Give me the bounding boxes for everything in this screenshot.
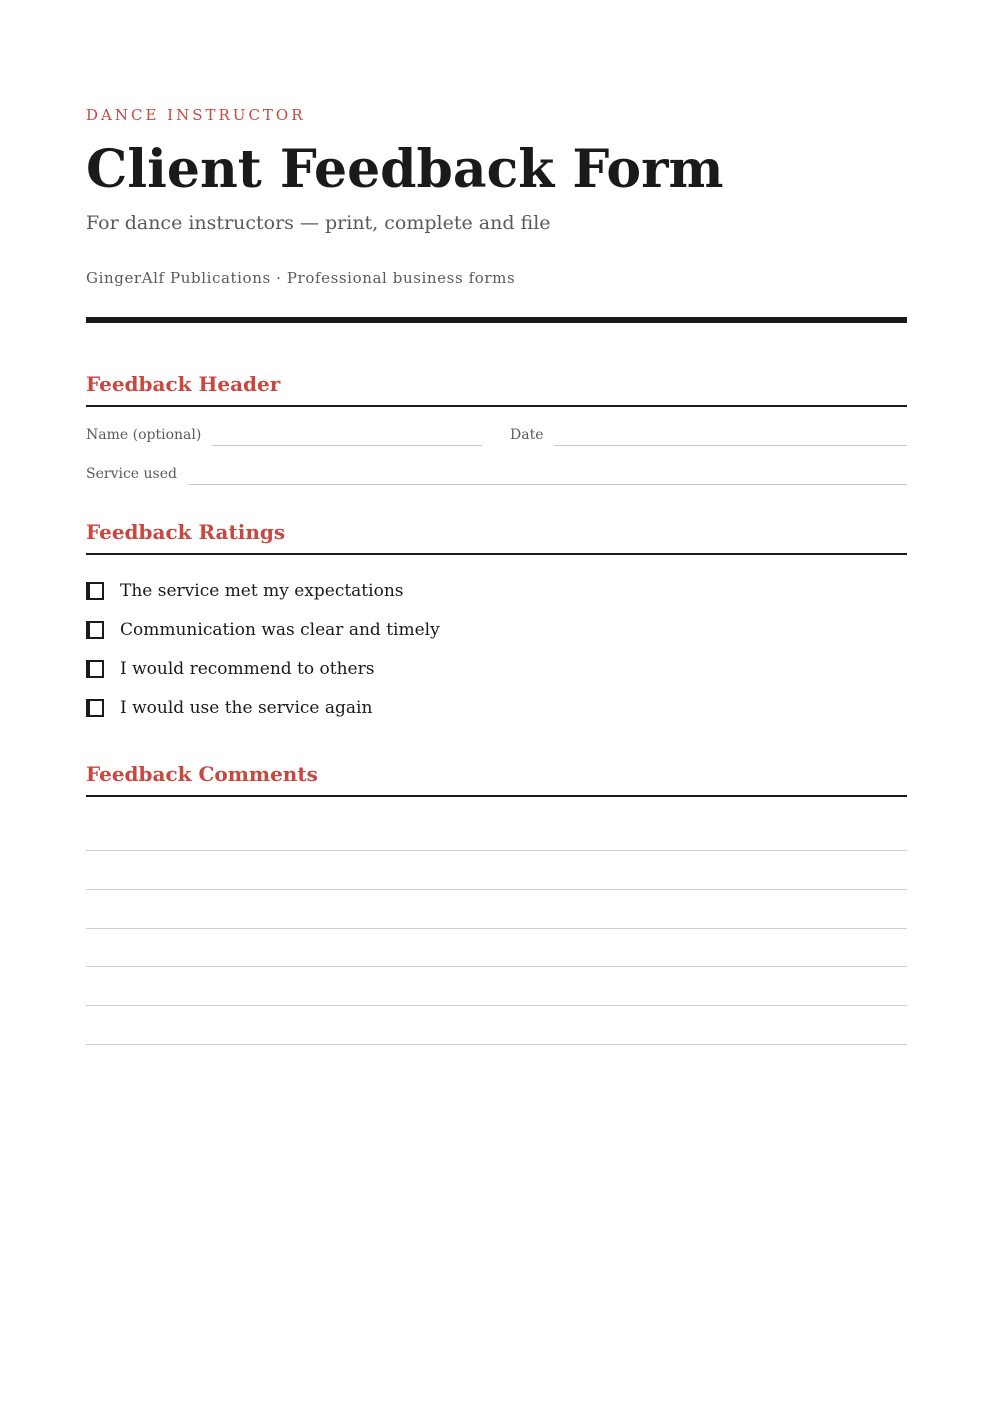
comment-writing-line[interactable] <box>86 1005 907 1006</box>
section-divider-feedback-header <box>86 405 907 407</box>
rating-item-label: The service met my expectations <box>120 581 404 601</box>
page-subtitle: For dance instructors — print, complete and file <box>86 212 551 234</box>
header-divider <box>86 317 907 323</box>
checkbox[interactable] <box>86 699 104 717</box>
rating-item[interactable] <box>86 579 404 603</box>
service-used-field[interactable] <box>86 465 907 483</box>
comment-writing-line[interactable] <box>86 1044 907 1045</box>
name-field-line[interactable] <box>212 427 482 446</box>
page-title: Client Feedback Form <box>86 139 724 200</box>
rating-item[interactable] <box>86 696 372 720</box>
service-used-field-line[interactable] <box>188 466 907 485</box>
rating-item[interactable] <box>86 618 440 642</box>
checkbox[interactable] <box>86 660 104 678</box>
rating-item-label: Communication was clear and timely <box>120 620 440 640</box>
comment-writing-line[interactable] <box>86 928 907 929</box>
section-divider-feedback-comments <box>86 795 907 797</box>
publisher-line: GingerAlf Publications · Professional business forms <box>86 269 516 287</box>
comment-writing-line[interactable] <box>86 889 907 890</box>
section-title-feedback-ratings: Feedback Ratings <box>86 520 286 544</box>
comment-writing-line[interactable] <box>86 850 907 851</box>
checkbox[interactable] <box>86 582 104 600</box>
comment-writing-line[interactable] <box>86 966 907 967</box>
category-eyebrow: DANCE INSTRUCTOR <box>86 106 306 124</box>
date-field-line[interactable] <box>554 427 907 446</box>
service-used-field-label: Service used <box>86 466 177 482</box>
date-field-label: Date <box>510 427 544 443</box>
name-field[interactable] <box>86 426 482 444</box>
section-title-feedback-header: Feedback Header <box>86 372 281 396</box>
rating-item-label: I would use the service again <box>120 698 373 718</box>
section-title-feedback-comments: Feedback Comments <box>86 762 318 786</box>
rating-item[interactable] <box>86 657 374 681</box>
date-field[interactable] <box>510 426 907 444</box>
name-field-label: Name (optional) <box>86 427 202 443</box>
checkbox[interactable] <box>86 621 104 639</box>
section-divider-feedback-ratings <box>86 553 907 555</box>
rating-item-label: I would recommend to others <box>120 659 375 679</box>
